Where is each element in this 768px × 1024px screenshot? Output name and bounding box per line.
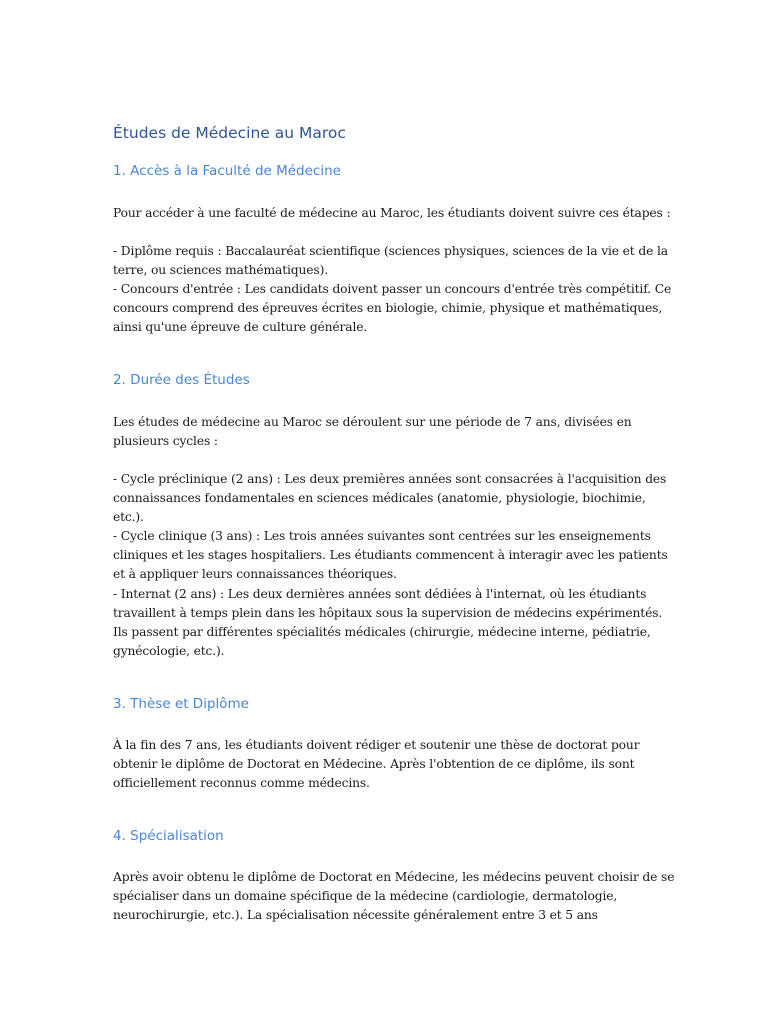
paragraph-line: obtenir le diplôme de Doctorat en Médecine. Après l'obtention de ce diplôme, ils sont xyxy=(113,757,635,772)
paragraph-line: terre, ou sciences mathématiques). xyxy=(113,263,328,278)
paragraph-line: Les études de médecine au Maroc se déroulent sur une période de 7 ans, divisées en xyxy=(113,415,632,429)
paragraph-line: - Concours d'entrée : Les candidats doivent passer un concours d'entrée très compétitif. Ce xyxy=(113,282,672,297)
section-4-heading: 4. Spécialisation xyxy=(113,828,224,844)
section-4-body xyxy=(113,868,675,925)
paragraph-line: Ils passent par différentes spécialités médicales (chirurgie, médecine interne, pédiatrie, xyxy=(113,624,651,639)
paragraph-line: officiellement reconnus comme médecins. xyxy=(113,776,370,791)
paragraph-line: ainsi qu'une épreuve de culture générale. xyxy=(113,320,368,335)
paragraph-line: - Internat (2 ans) : Les deux dernières années sont dédiées à l'internat, où les étudiants xyxy=(113,586,647,601)
paragraph-line: cliniques et les stages hospitaliers. Les étudiants commencent à interagir avec les patients xyxy=(113,548,668,563)
section-2-list xyxy=(113,470,668,661)
paragraph-line: Pour accéder à une faculté de médecine au Maroc, les étudiants doivent suivre ces étapes : xyxy=(113,206,671,220)
paragraph-line: neurochirurgie, etc.). La spécialisation nécessite généralement entre 3 et 5 ans xyxy=(113,908,598,923)
section-2-heading: 2. Durée des Études xyxy=(113,372,250,388)
section-3-body xyxy=(113,736,655,793)
paragraph-line: connaissances fondamentales en sciences médicales (anatomie, physiologie, biochimie, xyxy=(113,491,646,506)
paragraph-line: - Diplôme requis : Baccalauréat scientifique (sciences physiques, sciences de la vie et de la xyxy=(113,244,668,258)
paragraph-line: etc.). xyxy=(113,510,144,525)
paragraph-line: spécialiser dans un domaine spécifique de la médecine (cardiologie, dermatologie, xyxy=(113,889,618,904)
paragraph-line: - Cycle clinique (3 ans) : Les trois années suivantes sont centrées sur les enseignements xyxy=(113,529,651,544)
section-2-intro xyxy=(113,413,655,451)
paragraph-line: travaillent à temps plein dans les hôpitaux sous la supervision de médecins expérimentés. xyxy=(113,605,663,620)
section-1-list xyxy=(113,242,672,337)
document-title: Études de Médecine au Maroc xyxy=(113,124,346,142)
section-1-heading: 1. Accès à la Faculté de Médecine xyxy=(113,163,341,179)
paragraph-line: gynécologie, etc.). xyxy=(113,643,225,658)
paragraph-line: À la fin des 7 ans, les étudiants doivent rédiger et soutenir une thèse de doctorat pour xyxy=(113,738,640,752)
paragraph-line: - Cycle préclinique (2 ans) : Les deux premières années sont consacrées à l'acquisition des xyxy=(113,472,667,486)
paragraph-line: Après avoir obtenu le diplôme de Doctorat en Médecine, les médecins peuvent choisir de se xyxy=(113,870,675,884)
section-3-heading: 3. Thèse et Diplôme xyxy=(113,696,249,712)
paragraph-line: concours comprend des épreuves écrites en biologie, chimie, physique et mathématiques, xyxy=(113,301,663,316)
paragraph-line: plusieurs cycles : xyxy=(113,434,218,449)
paragraph-line: et à appliquer leurs connaissances théoriques. xyxy=(113,567,397,582)
section-1-intro xyxy=(113,204,671,223)
